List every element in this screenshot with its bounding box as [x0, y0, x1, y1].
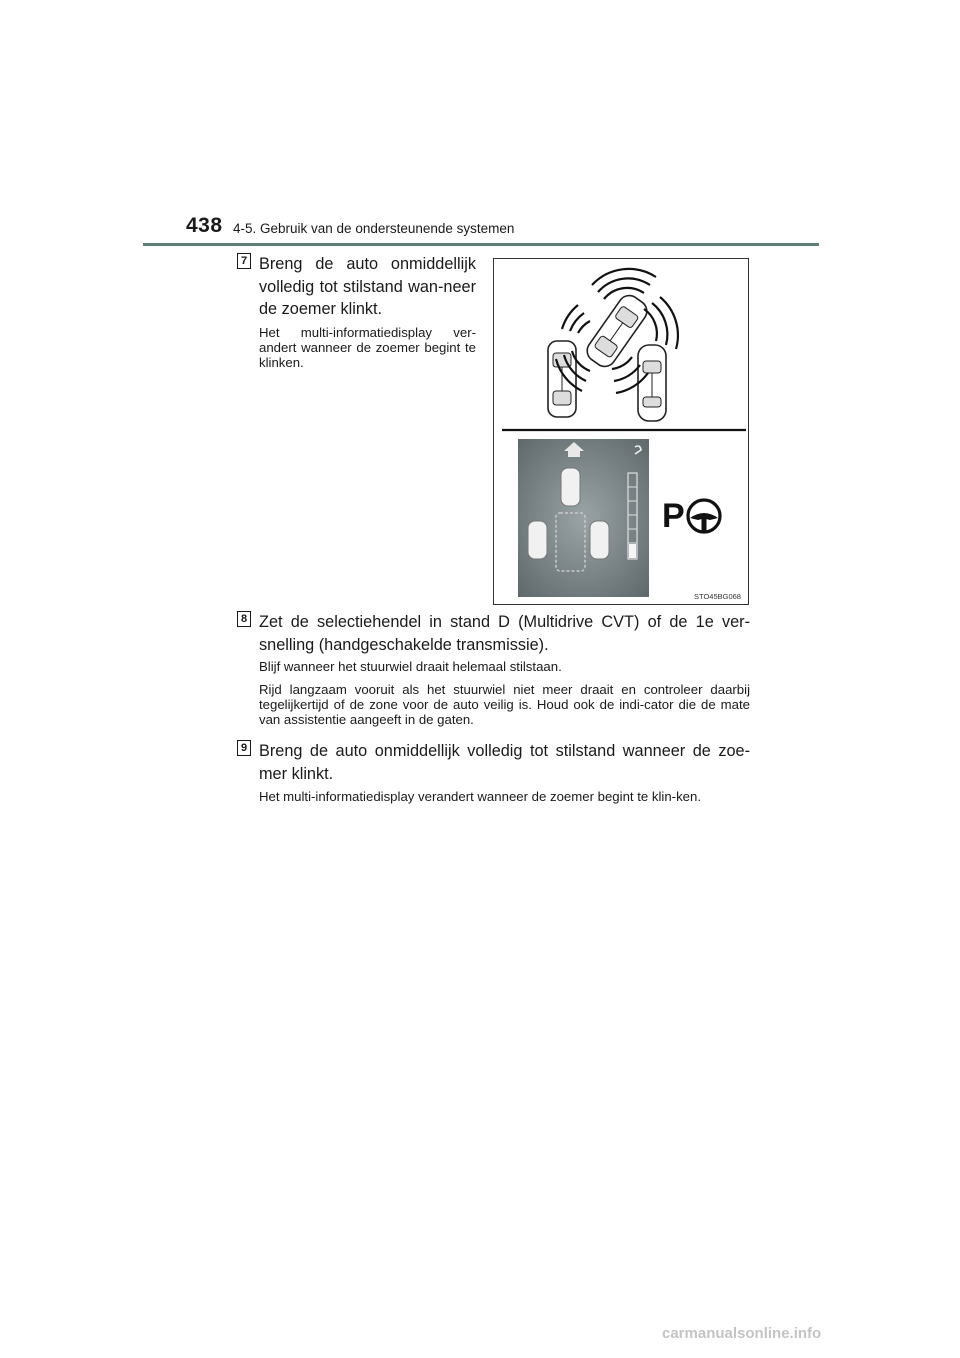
page-number: 438: [186, 214, 223, 237]
step-7-note: Het multi-informatiedisplay ver-andert wanneer de zoemer begint te klinken.: [259, 325, 476, 370]
step-8-note-1: Blijf wanneer het stuurwiel draait helemaal stilstaan.: [259, 659, 562, 674]
step-8-badge: 8: [237, 611, 251, 627]
figure-code: STO45BG068: [694, 592, 741, 601]
park-indicator-letter: P: [662, 497, 685, 535]
watermark: carmanualsonline.info: [662, 1325, 822, 1342]
step-9-text: Breng de auto onmiddellijk volledig tot stilstand wanneer de zoe-mer klinkt.: [259, 742, 750, 783]
step-9-badge: 9: [237, 740, 251, 756]
figure-parking-assist: [493, 258, 749, 605]
step-7-badge: 7: [237, 253, 251, 269]
header-rule: [143, 243, 819, 246]
figure-illustration: [494, 259, 748, 604]
steering-wheel-icon: [688, 500, 720, 532]
multi-information-display: [518, 439, 649, 597]
parked-car-icon: [638, 345, 666, 421]
section-title: 4-5. Gebruik van de ondersteunende systemen: [233, 221, 515, 236]
step-9-note: Het multi-informatiedisplay verandert wanneer de zoemer begint te klin-ken.: [259, 789, 701, 804]
step-8-text: Zet de selectiehendel in stand D (Multidrive CVT) of de 1e ver-snelling (handgeschakelde transmissie).: [259, 613, 750, 654]
step-8-note-2: Rijd langzaam vooruit als het stuurwiel niet meer draait en controleer daarbij tegelijkertijd of de zone voor de auto veilig is. Houd ook de indi-cator die de mate van assistentie aangeeft in de gaten.: [259, 682, 750, 727]
step-7-text: Breng de auto onmiddellijk volledig tot stilstand wan-neer de zoemer klinkt.: [259, 255, 476, 318]
